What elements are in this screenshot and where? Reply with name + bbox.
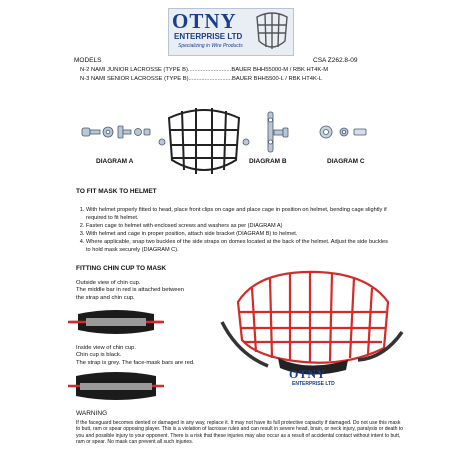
- outside-view-line: Outside view of chin cup.: [76, 280, 141, 286]
- chin-cup-inside-illustration: [66, 368, 166, 406]
- inside-view-text: [76, 345, 195, 367]
- diagram-b-label: DIAGRAM B: [249, 158, 287, 165]
- diagram-b-bracket-icon: [268, 112, 288, 152]
- red-cage-icon: [238, 272, 388, 363]
- chin-cup-outside-illustration: [66, 304, 166, 342]
- diagram-a-screw-icon: [82, 126, 150, 138]
- fit-steps-list: [76, 207, 394, 255]
- diagram-c-label: DIAGRAM C: [327, 158, 365, 165]
- logo-subtitle: ENTERPRISE LTD: [174, 32, 243, 41]
- diagram-a-label: DIAGRAM A: [96, 158, 134, 165]
- helmet-with-cage-illustration: [208, 262, 408, 380]
- models-label: MODELS: [74, 57, 102, 64]
- bottom-logo-name: OTNY: [289, 367, 326, 381]
- outside-view-text: [76, 280, 184, 302]
- warning-body: If the faceguard becomes dented or damaged in any way, replace it. It may not have its full protective capacity if damaged. Do not use this mask to butt, ram or spear opposing player. This is a violation of lacrosse rules and can result in severe head, brain, or neck injury, paralysis or death to you and possible injury to your opponent. There is a risk that these injuries may also occur as a result of accidental contact without intent to butt, ram or spear. No mask can prevent all such injuries.: [76, 420, 404, 445]
- warning-title: WARNING: [76, 410, 108, 417]
- fit-step: 4. Where applicable, snap two buckles of the side straps on domes located at the back of the helmet. Adjust the side buckles to hold mask securely (DIAGRAM C).: [86, 239, 394, 254]
- logo-tagline: Specializing in Wire Products: [178, 43, 243, 49]
- inside-view-line: Chin cup is black.: [76, 352, 122, 359]
- model-row-senior: N-3 NAMI SENIOR LACROSSE (TYPE B)...........................BAUER BHH5500-L / RBK HT4K-L: [80, 76, 323, 82]
- logo-name: OTNY: [172, 9, 237, 33]
- chin-section-title: FITTING CHIN CUP TO MASK: [76, 265, 167, 272]
- diagram-illustrations: [74, 100, 394, 180]
- cage-diagram-icon: [169, 108, 239, 174]
- diagram-c-buckle-icon: [320, 126, 366, 138]
- fit-section-title: TO FIT MASK TO HELMET: [76, 188, 157, 195]
- csa-standard: CSA Z262.8-09: [313, 57, 358, 64]
- fit-step: 3. With helmet and cage in proper position, attach side bracket (DIAGRAM B) to helmet.: [86, 231, 394, 239]
- bottom-logo-subtitle: ENTERPRISE LTD: [292, 381, 335, 387]
- fit-step: 1. With helmet properly fitted to head, place front clips on cage and place cage in position on helmet, bending cage slightly if required to fit helmet.: [86, 207, 394, 222]
- outside-view-line: the strap and chin cup.: [76, 294, 135, 301]
- outside-view-line: The middle bar in red is attached between: [76, 287, 184, 294]
- model-row-junior: N-2 NAMI JUNIOR LACROSSE (TYPE B)...........................BAUER BHH55000-M / RBK HT4K-M: [80, 67, 329, 73]
- inside-view-line: The strap is grey. The face-mask bars are red.: [76, 359, 195, 366]
- inside-view-line: Inside view of chin cup.: [76, 345, 136, 351]
- fit-step: 2. Fasten cage to helmet with enclosed screws and washers as per (DIAGRAM A): [86, 223, 394, 231]
- logo-cage-icon: [254, 11, 290, 51]
